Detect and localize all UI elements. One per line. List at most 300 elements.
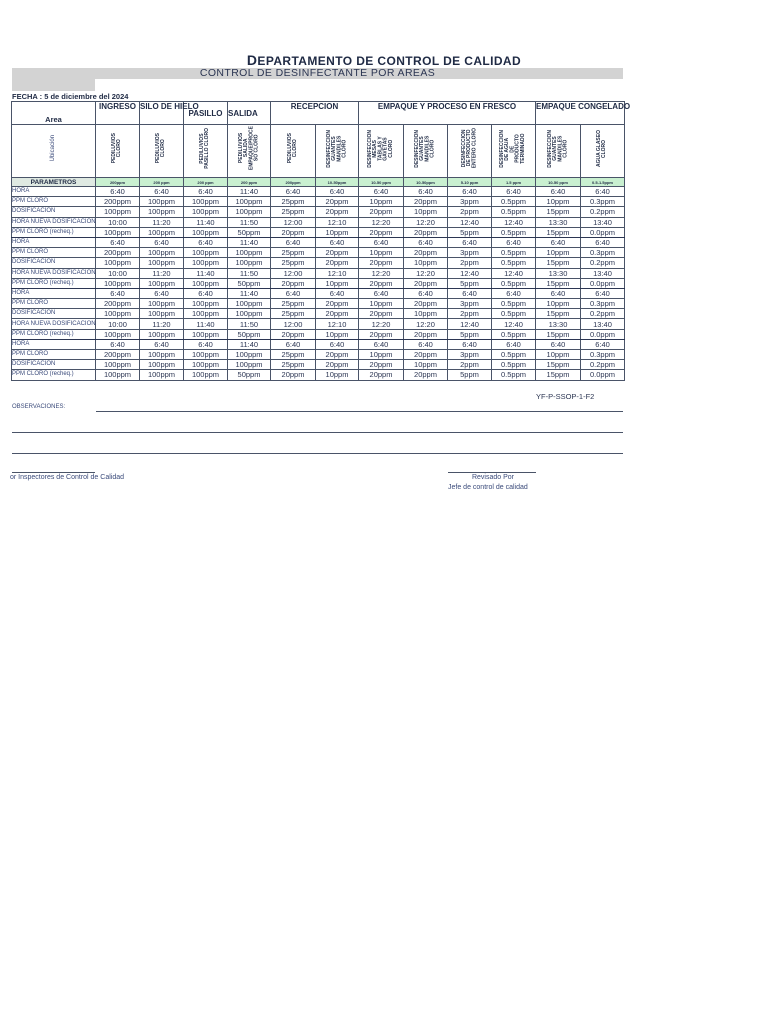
table-cell: 13:30 — [536, 319, 581, 329]
table-cell: 100ppm — [184, 207, 228, 217]
table-cell: 2ppm — [448, 309, 492, 319]
ubicacion-row — [12, 125, 625, 178]
row-label: PPM CLORO — [12, 350, 96, 360]
table-cell: 11:50 — [228, 217, 271, 227]
group-header: PASILLO — [184, 102, 228, 125]
table-cell: 6:40 — [140, 339, 184, 349]
table-cell: 10ppm — [359, 350, 404, 360]
range-cell: 200 ppm — [184, 178, 228, 187]
table-cell: 6:40 — [448, 237, 492, 247]
table-cell: 20ppm — [271, 278, 316, 288]
table-cell: 11:40 — [184, 217, 228, 227]
table-row — [12, 288, 625, 298]
group-header: EMPAQUE Y PROCESO EN FRESCO — [359, 102, 536, 125]
table-cell: 6:40 — [184, 237, 228, 247]
table-cell: 100ppm — [140, 197, 184, 207]
table-cell: 20ppm — [316, 258, 359, 268]
ubicacion-header: Ubicación — [12, 125, 96, 178]
table-cell: 12:40 — [448, 319, 492, 329]
row-label: PPM CLORO — [12, 248, 96, 258]
range-cell: 5-10 ppm — [448, 178, 492, 187]
table-row — [12, 217, 625, 227]
table-cell: 100ppm — [96, 227, 140, 237]
table-cell: 100ppm — [96, 360, 140, 370]
table-cell: 10ppm — [404, 207, 448, 217]
table-cell: 12:20 — [404, 217, 448, 227]
table-cell: 20ppm — [271, 370, 316, 380]
table-cell: 20ppm — [316, 207, 359, 217]
table-cell: 0.5ppm — [492, 370, 536, 380]
row-label: HORA — [12, 288, 96, 298]
table-cell: 6:40 — [581, 339, 625, 349]
table-cell: 50ppm — [228, 329, 271, 339]
table-cell: 12:40 — [448, 217, 492, 227]
ubicacion-cell: PEDILUVIOS SALIDA EMPAQUE/PROCE SO CLORO — [228, 125, 271, 178]
table-cell: 3ppm — [448, 299, 492, 309]
table-cell: 0.0ppm — [581, 227, 625, 237]
table-row — [12, 187, 625, 197]
table-cell: 100ppm — [228, 248, 271, 258]
table-cell: 6:40 — [271, 339, 316, 349]
table-cell: 6:40 — [140, 187, 184, 197]
table-cell: 20ppm — [404, 197, 448, 207]
table-cell: 0.2ppm — [581, 360, 625, 370]
table-cell: 100ppm — [228, 309, 271, 319]
table-cell: 10ppm — [536, 248, 581, 258]
table-cell: 5ppm — [448, 329, 492, 339]
range-cell: 200ppm — [96, 178, 140, 187]
parametros-row — [12, 178, 625, 187]
table-cell: 0.5ppm — [492, 248, 536, 258]
table-cell: 6:40 — [96, 237, 140, 247]
table-cell: 2ppm — [448, 258, 492, 268]
table-cell: 12:20 — [359, 319, 404, 329]
table-cell: 100ppm — [140, 329, 184, 339]
ubicacion-cell: DESINFECCION DE AGUA DE PRODUCTO TERMINADO — [492, 125, 536, 178]
table-cell: 15ppm — [536, 370, 581, 380]
table-cell: 2ppm — [448, 360, 492, 370]
table-cell: 20ppm — [359, 370, 404, 380]
table-cell: 6:40 — [140, 288, 184, 298]
table-cell: 100ppm — [140, 258, 184, 268]
table-row — [12, 248, 625, 258]
table-cell: 11:40 — [184, 319, 228, 329]
table-cell: 20ppm — [271, 227, 316, 237]
table-cell: 0.3ppm — [581, 350, 625, 360]
range-cell: 0.5-1.5ppm — [581, 178, 625, 187]
table-cell: 12:10 — [316, 268, 359, 278]
table-cell: 6:40 — [581, 237, 625, 247]
group-header-row — [12, 102, 625, 125]
group-header: SALIDA — [228, 102, 271, 125]
table-cell: 11:50 — [228, 268, 271, 278]
table-row — [12, 350, 625, 360]
table-cell: 20ppm — [316, 197, 359, 207]
row-label: DOSIFICACION — [12, 258, 96, 268]
date-label: FECHA : 5 de diciembre del 2024 — [12, 92, 129, 101]
table-cell: 0.5ppm — [492, 258, 536, 268]
table-cell: 6:40 — [184, 187, 228, 197]
table-cell: 10ppm — [359, 248, 404, 258]
range-cell: 200ppm — [271, 178, 316, 187]
row-label: PPM CLORO (recheq.) — [12, 278, 96, 288]
table-cell: 0.5ppm — [492, 299, 536, 309]
table-cell: 25ppm — [271, 197, 316, 207]
table-cell: 0.3ppm — [581, 197, 625, 207]
table-cell: 10ppm — [316, 278, 359, 288]
table-cell: 100ppm — [184, 370, 228, 380]
table-cell: 50ppm — [228, 370, 271, 380]
ubicacion-cell: DESINFECCION GUANTES MANDILES CLORO — [536, 125, 581, 178]
table-cell: 10ppm — [359, 299, 404, 309]
ubicacion-cell: DESINFECCION GUANTES MANDILES CLORO — [316, 125, 359, 178]
table-cell: 15ppm — [536, 360, 581, 370]
table-cell: 12:10 — [316, 217, 359, 227]
table-row — [12, 207, 625, 217]
row-label: PPM CLORO — [12, 197, 96, 207]
table-cell: 11:50 — [228, 319, 271, 329]
table-cell: 12:00 — [271, 217, 316, 227]
table-cell: 0.5ppm — [492, 207, 536, 217]
table-cell: 100ppm — [184, 309, 228, 319]
table-cell: 6:40 — [492, 288, 536, 298]
table-cell: 20ppm — [359, 360, 404, 370]
range-cell: 10-50ppm — [404, 178, 448, 187]
table-cell: 6:40 — [359, 339, 404, 349]
table-cell: 100ppm — [184, 227, 228, 237]
table-cell: 20ppm — [316, 360, 359, 370]
table-cell: 100ppm — [184, 350, 228, 360]
table-cell: 25ppm — [271, 207, 316, 217]
table-cell: 13:40 — [581, 319, 625, 329]
table-cell: 6:40 — [316, 288, 359, 298]
table-cell: 100ppm — [140, 248, 184, 258]
table-cell: 100ppm — [140, 360, 184, 370]
row-label: DOSIFICACION — [12, 360, 96, 370]
table-cell: 50ppm — [228, 278, 271, 288]
row-label: HORA — [12, 187, 96, 197]
table-cell: 6:40 — [492, 339, 536, 349]
table-row — [12, 237, 625, 247]
table-cell: 100ppm — [140, 309, 184, 319]
table-cell: 0.2ppm — [581, 258, 625, 268]
table-cell: 100ppm — [184, 360, 228, 370]
area-header: Area — [12, 102, 96, 125]
table-cell: 25ppm — [271, 299, 316, 309]
table-cell: 6:40 — [316, 237, 359, 247]
table-cell: 20ppm — [271, 329, 316, 339]
table-cell: 20ppm — [404, 370, 448, 380]
table-cell: 10ppm — [316, 370, 359, 380]
table-cell: 100ppm — [140, 350, 184, 360]
table-cell: 100ppm — [140, 227, 184, 237]
range-cell: 1.5 ppm — [492, 178, 536, 187]
table-cell: 6:40 — [448, 339, 492, 349]
table-cell: 11:20 — [140, 268, 184, 278]
table-row — [12, 370, 625, 380]
table-row — [12, 360, 625, 370]
table-row — [12, 299, 625, 309]
table-cell: 6:40 — [536, 237, 581, 247]
table-cell: 6:40 — [404, 339, 448, 349]
table-cell: 6:40 — [492, 237, 536, 247]
table-cell: 13:40 — [581, 217, 625, 227]
range-cell: 10-50 ppm — [536, 178, 581, 187]
table-cell: 0.5ppm — [492, 329, 536, 339]
table-cell: 10ppm — [404, 309, 448, 319]
table-cell: 6:40 — [316, 339, 359, 349]
table-cell: 15ppm — [536, 227, 581, 237]
table-cell: 10ppm — [536, 197, 581, 207]
table-row — [12, 258, 625, 268]
table-cell: 200ppm — [96, 299, 140, 309]
table-cell: 10:00 — [96, 319, 140, 329]
table-cell: 200ppm — [96, 197, 140, 207]
table-cell: 12:40 — [492, 268, 536, 278]
table-cell: 100ppm — [96, 258, 140, 268]
inspectores-label: or Inspectores de Control de Calidad — [10, 474, 125, 481]
table-cell: 20ppm — [404, 248, 448, 258]
table-cell: 100ppm — [96, 309, 140, 319]
table-cell: 6:40 — [140, 237, 184, 247]
table-cell: 20ppm — [404, 329, 448, 339]
group-header: SILO DE HIELO — [140, 102, 184, 125]
ubicacion-cell: DESINFECCION GUANTES MANDILES CLORO — [404, 125, 448, 178]
table-cell: 20ppm — [359, 278, 404, 288]
disinfectant-table — [11, 101, 631, 381]
table-cell: 12:20 — [359, 217, 404, 227]
table-cell: 0.5ppm — [492, 197, 536, 207]
row-label: PPM CLORO (recheq.) — [12, 227, 96, 237]
table-cell: 11:40 — [228, 288, 271, 298]
table-cell: 15ppm — [536, 258, 581, 268]
table-cell: 20ppm — [316, 309, 359, 319]
table-cell: 6:40 — [316, 187, 359, 197]
row-label: PPM CLORO — [12, 299, 96, 309]
table-cell: 100ppm — [228, 350, 271, 360]
observaciones-line — [96, 411, 623, 412]
table-cell: 0.3ppm — [581, 248, 625, 258]
table-cell: 0.3ppm — [581, 299, 625, 309]
table-cell: 20ppm — [404, 227, 448, 237]
table-cell: 100ppm — [184, 258, 228, 268]
table-cell: 11:40 — [228, 339, 271, 349]
range-cell: 200 ppm — [228, 178, 271, 187]
table-cell: 6:40 — [448, 288, 492, 298]
table-cell: 15ppm — [536, 329, 581, 339]
table-cell: 6:40 — [359, 288, 404, 298]
table-cell: 20ppm — [316, 350, 359, 360]
table-cell: 100ppm — [184, 278, 228, 288]
table-cell: 20ppm — [316, 248, 359, 258]
row-label: HORA NUEVA DOSIFICACION — [12, 319, 96, 329]
table-cell: 12:20 — [359, 268, 404, 278]
table-cell: 13:30 — [536, 217, 581, 227]
table-cell: 100ppm — [140, 278, 184, 288]
table-cell: 10ppm — [404, 258, 448, 268]
table-row — [12, 309, 625, 319]
table-cell: 25ppm — [271, 258, 316, 268]
ubicacion-cell: PEDILUVIOS CLORO — [96, 125, 140, 178]
table-cell: 0.0ppm — [581, 370, 625, 380]
signature-line — [12, 472, 95, 473]
table-cell: 11:20 — [140, 319, 184, 329]
table-cell: 13:40 — [581, 268, 625, 278]
table-cell: 6:40 — [271, 237, 316, 247]
table-cell: 6:40 — [404, 237, 448, 247]
table-cell: 100ppm — [228, 299, 271, 309]
table-row — [12, 227, 625, 237]
table-cell: 15ppm — [536, 309, 581, 319]
ubicacion-cell: AGUA GLASEO CLORO — [581, 125, 625, 178]
table-cell: 20ppm — [316, 299, 359, 309]
table-cell: 25ppm — [271, 309, 316, 319]
revisado-label: Revisado Por — [471, 474, 515, 481]
table-cell: 6:40 — [404, 187, 448, 197]
table-cell: 20ppm — [359, 329, 404, 339]
table-row — [12, 329, 625, 339]
table-cell: 6:40 — [492, 187, 536, 197]
table-cell: 10ppm — [316, 227, 359, 237]
row-label: HORA NUEVA DOSIFICACION — [12, 268, 96, 278]
row-label: HORA — [12, 237, 96, 247]
table-cell: 200ppm — [96, 350, 140, 360]
table-cell: 10ppm — [536, 350, 581, 360]
table-cell: 6:40 — [96, 288, 140, 298]
table-row — [12, 268, 625, 278]
table-cell: 15ppm — [536, 207, 581, 217]
table-cell: 10ppm — [316, 329, 359, 339]
row-label: HORA — [12, 339, 96, 349]
range-cell: 200 ppm — [140, 178, 184, 187]
table-cell: 6:40 — [581, 187, 625, 197]
table-cell: 100ppm — [184, 299, 228, 309]
table-cell: 6:40 — [359, 237, 404, 247]
table-cell: 0.5ppm — [492, 350, 536, 360]
row-label: HORA NUEVA DOSIFICACION — [12, 217, 96, 227]
table-cell: 6:40 — [96, 339, 140, 349]
jefe-label: Jefe de control de calidad — [448, 484, 528, 491]
ubicacion-cell: PEDILUVIOS PASILLO CLORO — [184, 125, 228, 178]
table-cell: 100ppm — [140, 370, 184, 380]
header-shade — [12, 79, 95, 91]
table-cell: 100ppm — [228, 197, 271, 207]
table-cell: 6:40 — [536, 288, 581, 298]
range-cell: 10-50 ppm — [359, 178, 404, 187]
table-cell: 10:00 — [96, 217, 140, 227]
table-cell: 0.2ppm — [581, 207, 625, 217]
table-cell: 3ppm — [448, 197, 492, 207]
table-cell: 20ppm — [404, 350, 448, 360]
table-cell: 12:40 — [492, 217, 536, 227]
table-cell: 100ppm — [96, 329, 140, 339]
table-row — [12, 339, 625, 349]
row-label: DOSIFICACION — [12, 207, 96, 217]
table-cell: 100ppm — [96, 207, 140, 217]
table-row — [12, 319, 625, 329]
table-cell: 0.2ppm — [581, 309, 625, 319]
table-cell: 20ppm — [359, 227, 404, 237]
table-cell: 12:40 — [448, 268, 492, 278]
table-cell: 6:40 — [184, 339, 228, 349]
table-cell: 100ppm — [140, 299, 184, 309]
table-cell: 25ppm — [271, 350, 316, 360]
table-cell: 25ppm — [271, 360, 316, 370]
table-cell: 10:00 — [96, 268, 140, 278]
table-cell: 12:40 — [492, 319, 536, 329]
group-header: INGRESO — [96, 102, 140, 125]
table-cell: 6:40 — [271, 187, 316, 197]
table-cell: 200ppm — [96, 248, 140, 258]
table-cell: 100ppm — [184, 248, 228, 258]
table-row — [12, 197, 625, 207]
table-cell: 12:00 — [271, 319, 316, 329]
observaciones-line — [12, 453, 623, 454]
table-cell: 20ppm — [404, 299, 448, 309]
range-cell: 10-50ppm — [316, 178, 359, 187]
table-cell: 12:00 — [271, 268, 316, 278]
table-cell: 100ppm — [184, 197, 228, 207]
parametros-header: PARAMETROS — [12, 178, 96, 187]
table-cell: 0.0ppm — [581, 278, 625, 288]
table-cell: 11:40 — [184, 268, 228, 278]
document-title: DEPARTAMENTO DE CONTROL DE CALIDAD — [246, 52, 522, 68]
table-cell: 20ppm — [359, 309, 404, 319]
table-cell: 6:40 — [359, 187, 404, 197]
table-cell: 10ppm — [359, 197, 404, 207]
table-cell: 50ppm — [228, 227, 271, 237]
table-cell: 0.5ppm — [492, 227, 536, 237]
table-cell: 0.5ppm — [492, 360, 536, 370]
table-cell: 20ppm — [359, 258, 404, 268]
table-cell: 5ppm — [448, 370, 492, 380]
table-cell: 10ppm — [536, 299, 581, 309]
table-cell: 11:40 — [228, 237, 271, 247]
observaciones-line — [12, 432, 623, 433]
table-cell: 11:40 — [228, 187, 271, 197]
table-cell: 100ppm — [96, 278, 140, 288]
table-cell: 6:40 — [271, 288, 316, 298]
table-cell: 6:40 — [404, 288, 448, 298]
table-cell: 12:20 — [404, 319, 448, 329]
table-cell: 0.0ppm — [581, 329, 625, 339]
table-cell: 100ppm — [96, 370, 140, 380]
table-cell: 13:30 — [536, 268, 581, 278]
table-cell: 6:40 — [581, 288, 625, 298]
group-header: EMPAQUE CONGELADO — [536, 102, 625, 125]
table-cell: 20ppm — [404, 278, 448, 288]
row-label: PPM CLORO (recheq.) — [12, 370, 96, 380]
table-cell: 3ppm — [448, 350, 492, 360]
table-cell: 25ppm — [271, 248, 316, 258]
table-cell: 6:40 — [184, 288, 228, 298]
signature-line — [448, 472, 536, 473]
table-cell: 100ppm — [228, 258, 271, 268]
table-cell: 100ppm — [228, 360, 271, 370]
table-cell: 15ppm — [536, 278, 581, 288]
table-cell: 2ppm — [448, 207, 492, 217]
ubicacion-cell: DESINFECCION DE PRODUCTO ENTERO CLORO — [448, 125, 492, 178]
document-subtitle: CONTROL DE DESINFECTANTE POR AREAS — [12, 68, 623, 79]
form-code: YF-P-SSOP-1-F2 — [536, 392, 595, 401]
table-cell: 6:40 — [536, 187, 581, 197]
table-cell: 0.5ppm — [492, 278, 536, 288]
table-cell: 6:40 — [96, 187, 140, 197]
table-cell: 6:40 — [448, 187, 492, 197]
row-label: PPM CLORO (recheq.) — [12, 329, 96, 339]
table-cell: 12:10 — [316, 319, 359, 329]
table-cell: 100ppm — [184, 329, 228, 339]
